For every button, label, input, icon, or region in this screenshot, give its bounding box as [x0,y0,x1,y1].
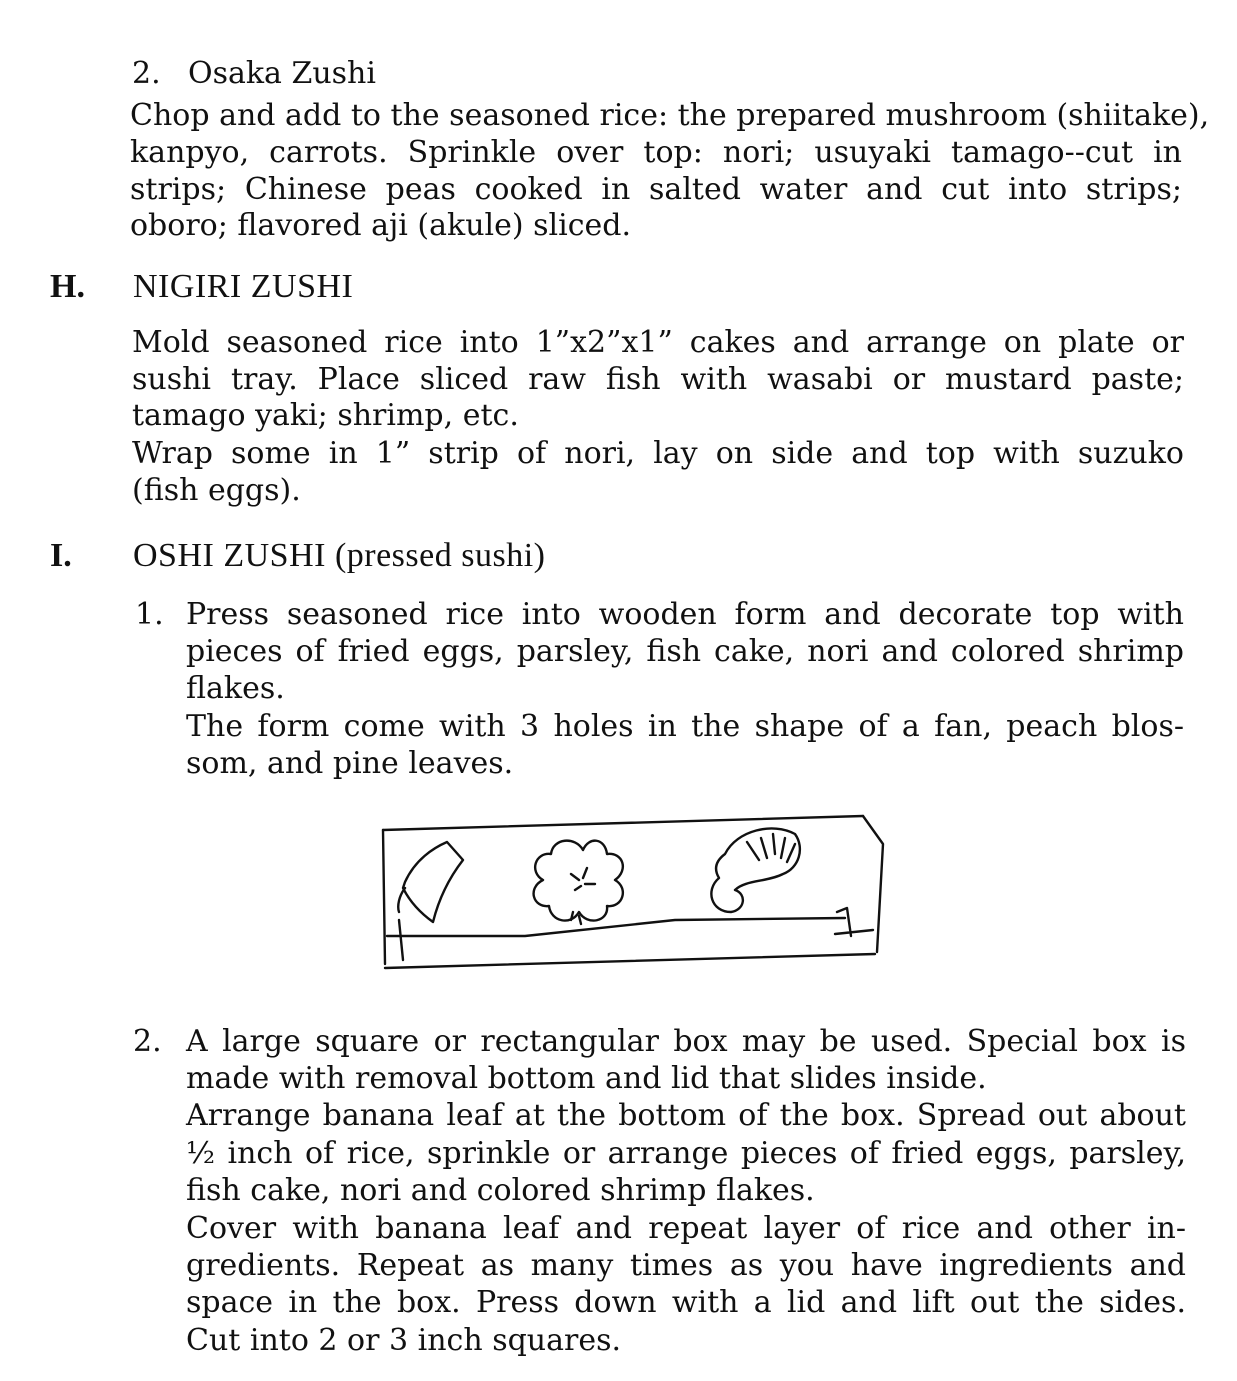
form-left-edge [383,830,385,964]
oshi-step1-line-4: The form come with 3 holes in the shape of a fan, peach blos- [186,709,1184,744]
oshi-step2-line-8: space in the box. Press down with a lid and lift out the sides. [186,1285,1186,1320]
nigiri-line-3: tamago yaki; shrimp, etc. [132,398,519,433]
form-right-notch [835,908,873,936]
oshi-step1-line-1: Press seasoned rice into wooden form and decorate top with [186,597,1184,632]
nigiri-line-1: Mold seasoned rice into 1”x2”x1” cakes and arrange on plate or [132,325,1184,360]
osaka-title: Osaka Zushi [188,56,376,91]
oshi-step2-line-9: Cut into 2 or 3 inch squares. [186,1323,622,1358]
osaka-line-4: oboro; flavored aji (akule) sliced. [130,208,631,243]
nigiri-line-4: Wrap some in 1” strip of nori, lay on side and top with suzuko [132,436,1184,471]
oshi-step2-number: 2. [133,1024,162,1059]
oshi-step2-line-2: made with removal bottom and lid that slides inside. [186,1061,987,1096]
oshi-step1-line-2: pieces of fried eggs, parsley, fish cake, nori and colored shrimp [186,634,1184,669]
section-marker-h: H. [50,268,85,305]
oshi-step1-number: 1. [135,597,164,632]
oshi-heading: OSHI ZUSHI (pressed sushi) [133,537,546,574]
oshi-step2-line-7: gredients. Repeat as many times as you have ingredients and [186,1248,1186,1283]
nigiri-line-5: (fish eggs). [132,473,301,508]
nigiri-line-2: sushi tray. Place sliced raw fish with wasabi or mustard paste; [132,362,1184,397]
oshi-step2-line-4: ½ inch of rice, sprinkle or arrange pieces of fried eggs, parsley, [186,1136,1186,1171]
form-inner-line [387,918,845,936]
osaka-line-1: Chop and add to the seasoned rice: the prepared mushroom (shiitake), [130,98,1210,133]
oshi-step1-line-3: flakes. [186,671,285,706]
oshi-step2-line-3: Arrange banana leaf at the bottom of the box. Spread out about [186,1098,1186,1133]
nigiri-heading: NIGIRI ZUSHI [133,268,354,305]
wooden-form-sketch [375,808,895,980]
section-marker-i: I. [50,537,72,574]
form-bottom-edge [385,954,875,968]
oshi-step2-line-1: A large square or rectangular box may be used. Special box is [186,1024,1186,1059]
osaka-line-2: kanpyo, carrots. Sprinkle over top: nori; usuyaki tamago--cut in [130,135,1182,170]
fan-shape-icon [403,842,463,922]
pine-leaves-icon [711,828,800,912]
oshi-step2-line-6: Cover with banana leaf and repeat layer of rice and other in- [186,1211,1186,1246]
form-top-edge [383,816,863,830]
oshi-step1-line-5: som, and pine leaves. [186,746,514,781]
osaka-number: 2. [132,56,161,91]
oshi-step2-line-5: fish cake, nori and colored shrimp flakes. [186,1173,815,1208]
osaka-line-3: strips; Chinese peas cooked in salted water and cut into strips; [130,172,1182,207]
form-inner-front [399,920,403,960]
